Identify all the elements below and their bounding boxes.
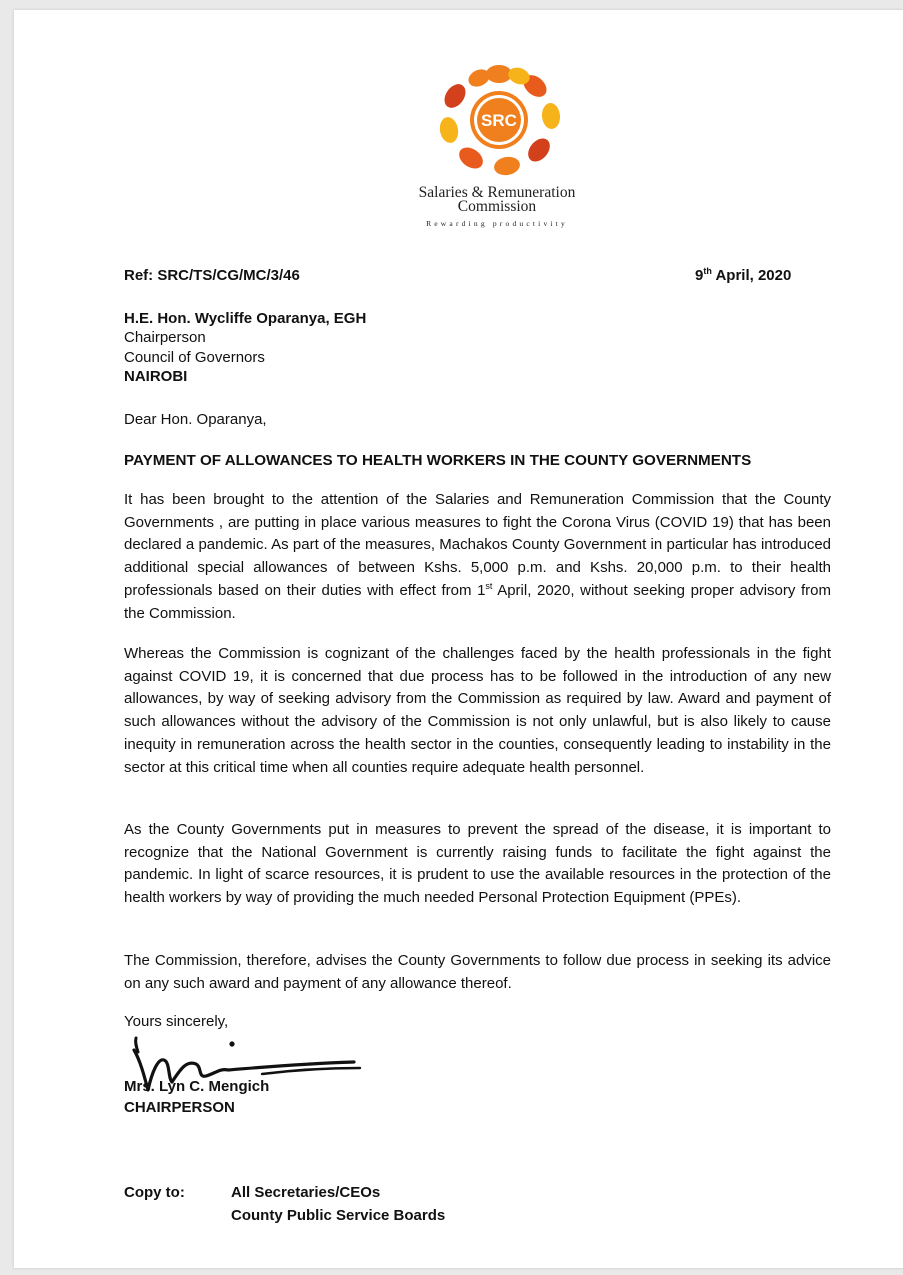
body-paragraph-3: As the County Governments put in measures to prevent the spread of the disease, it is important to recognize that the National Government is currently raising funds to facilitate the fight against the pandemic. In light of scarce resources, it is prudent to use the available resources in the protection of the health workers by way of providing the much needed Personal Protection Equipment (PPEs). bbox=[124, 821, 831, 907]
closing: Yours sincerely, bbox=[124, 1013, 229, 1030]
recipient-city: NAIROBI bbox=[124, 368, 188, 386]
org-motto: Rewarding productivity bbox=[426, 219, 568, 228]
date-day: 9 bbox=[695, 267, 704, 284]
letter-page bbox=[14, 10, 903, 1268]
salutation: Dear Hon. Oparanya, bbox=[124, 411, 267, 428]
src-logo bbox=[409, 60, 589, 180]
org-name-line1: Salaries & Remuneration bbox=[418, 184, 576, 201]
p1-superscript: st bbox=[485, 580, 493, 591]
signer-title: CHAIRPERSON bbox=[124, 1099, 235, 1116]
body-paragraph-1 bbox=[124, 489, 831, 625]
p1-text-b: April, 2020, without seeking proper advisory from the Commission. bbox=[124, 581, 831, 622]
signer-block bbox=[124, 1077, 269, 1119]
body-paragraph-2: Whereas the Commission is cognizant of the challenges faced by the health professionals in the fight against COVID 19, it is concerned that due process has to be followed in the introduction of any new allowances, by way of seeking advisory from the Commission as required by law. Award and payment of such allowances without the advisory of the Commission is not only unlawful, but is also likely to cause inequity in remuneration across the health sector in the counties, consequently leading to instability in the sector at this critical time when all counties require adequate health personnel. bbox=[124, 645, 831, 776]
date-suffix: th bbox=[703, 266, 712, 276]
recipient-title: Chairperson bbox=[124, 329, 206, 347]
date-rest: April, 2020 bbox=[711, 267, 792, 284]
signer-name: Mrs. Lyn C. Mengich bbox=[124, 1078, 270, 1095]
reference-number: Ref: SRC/TS/CG/MC/3/46 bbox=[124, 267, 300, 284]
logo-text: SRC bbox=[481, 111, 517, 130]
copy-recipients bbox=[231, 1183, 445, 1229]
subject-line: PAYMENT OF ALLOWANCES TO HEALTH WORKERS IN THE COUNTY GOVERNMENTS bbox=[124, 452, 752, 469]
copy-recipient: All Secretaries/CEOs bbox=[231, 1184, 381, 1201]
recipient-address bbox=[124, 309, 366, 387]
org-name-line2: Commission bbox=[457, 198, 537, 215]
copy-recipient: County Public Service Boards bbox=[231, 1207, 446, 1224]
p1-text-a: It has been brought to the attention of the Salaries and Remuneration Commission that the County Governments , are putting in place various measures to fight the Corona Virus (COVID 19) that has been declared a pandemic. As part of the measures, Machakos County Government in particular has introduced additional special allowances of between Kshs. 5,000 p.m. and Kshs. 20,000 p.m. to their health professionals based on their duties with effect from 1 bbox=[124, 491, 831, 599]
body-paragraph-4: The Commission, therefore, advises the County Governments to follow due process in seeking its advice on any such award and payment of any allowance thereof. bbox=[124, 952, 831, 992]
recipient-name: H.E. Hon. Wycliffe Oparanya, EGH bbox=[124, 310, 367, 327]
copy-to-label: Copy to: bbox=[124, 1184, 185, 1201]
recipient-org: Council of Governors bbox=[124, 348, 265, 366]
letter-date bbox=[695, 266, 791, 285]
org-name bbox=[357, 186, 637, 214]
